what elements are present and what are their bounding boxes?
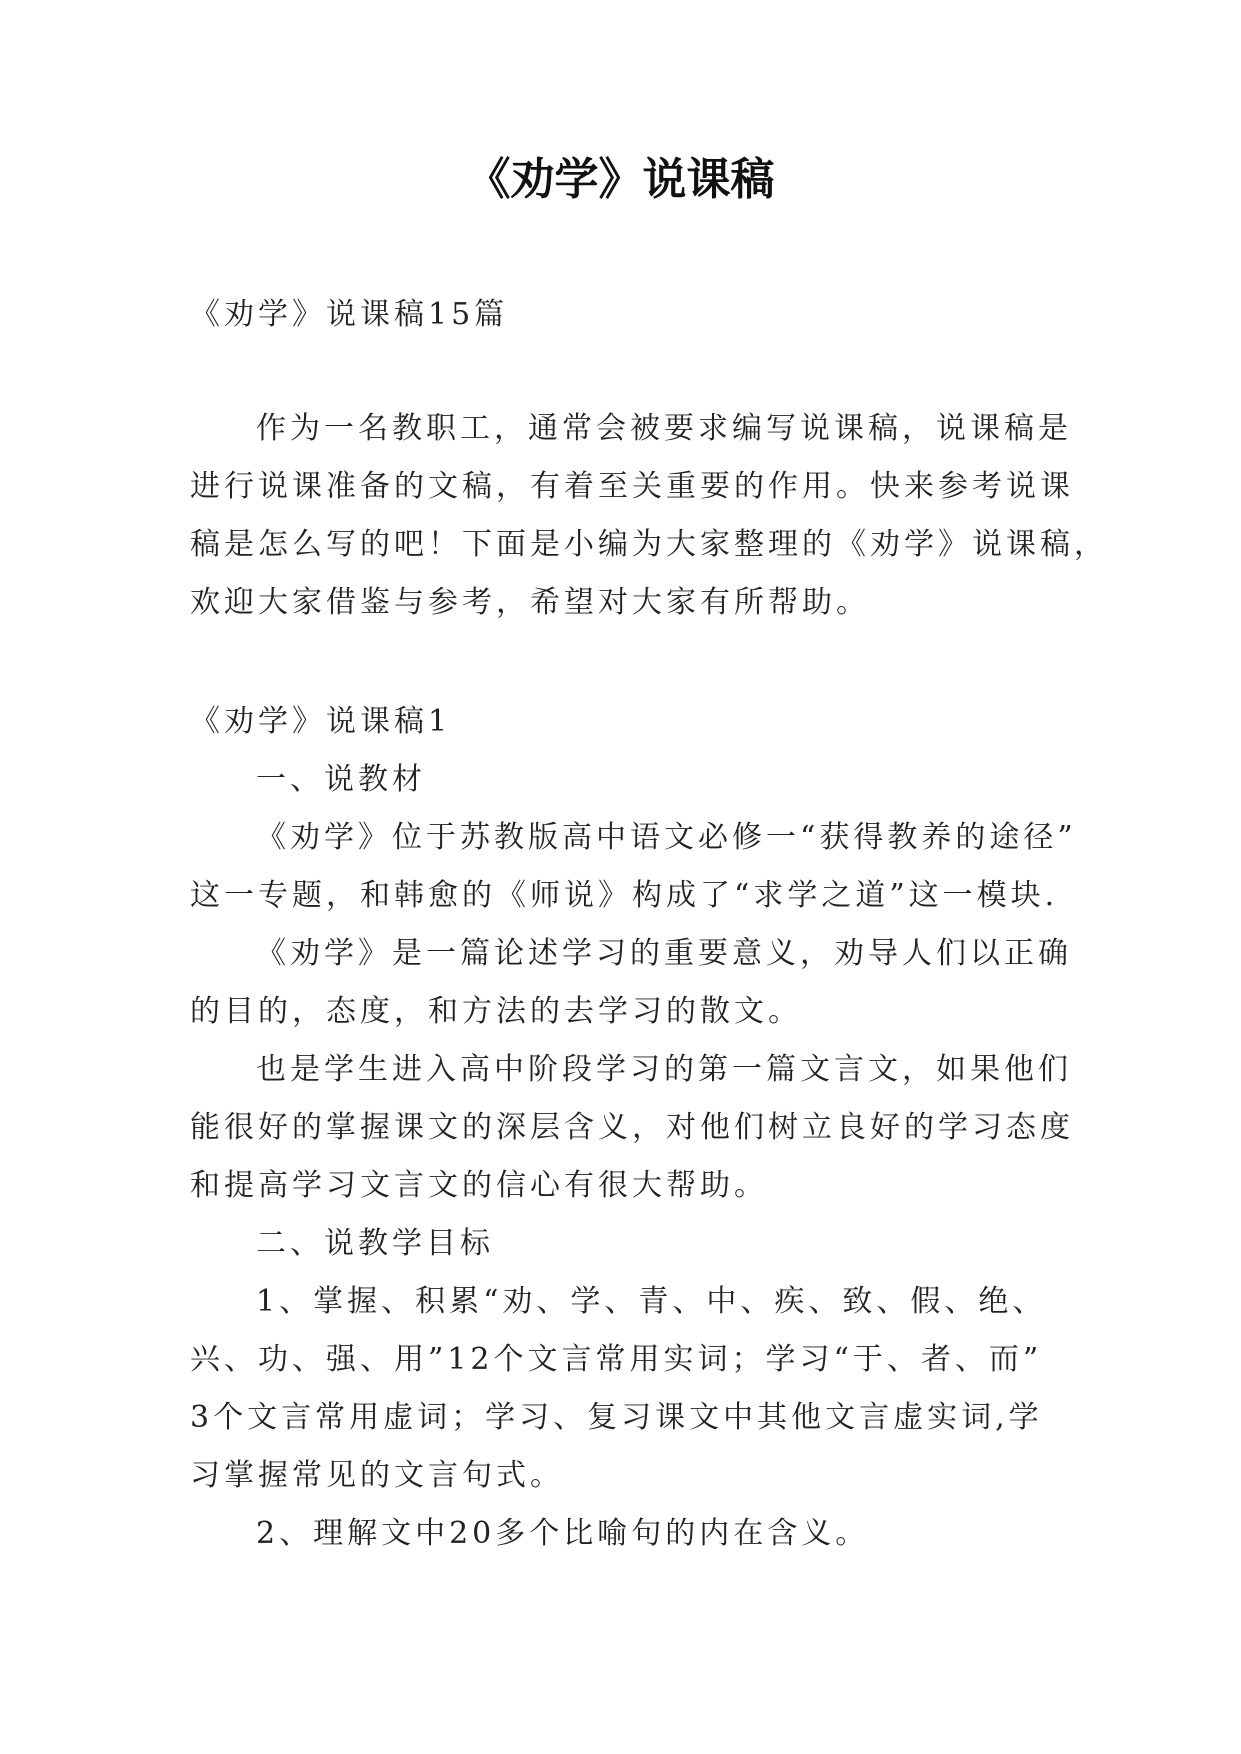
paragraph-line: 也是学生进入高中阶段学习的第一篇文言文，如果他们 [256,1052,1072,1087]
subsection-heading: 一、说教材 [256,762,426,797]
paragraph-line: 3个文言常用虚词；学习、复习课文中其他文言虚实词,学 [190,1400,1043,1435]
paragraph-line: 欢迎大家借鉴与参考，希望对大家有所帮助。 [190,585,870,620]
document-title: 《劝学》说课稿 [466,154,775,205]
paragraph-line: 的目的，态度，和方法的去学习的散文。 [190,994,802,1029]
subsection-heading: 二、说教学目标 [256,1226,494,1261]
paragraph-line: 这一专题，和韩愈的《师说》构成了“求学之道”这一模块. [190,878,1059,913]
paragraph-line: 习掌握常见的文言句式。 [190,1458,564,1493]
paragraph-line: 和提高学习文言文的信心有很大帮助。 [190,1168,768,1203]
subtitle-line: 《劝学》说课稿15篇 [190,297,509,332]
paragraph-line: 能很好的掌握课文的深层含义，对他们树立良好的学习态度 [190,1110,1074,1145]
section-heading: 《劝学》说课稿1 [190,704,452,739]
paragraph-line: 稿是怎么写的吧！下面是小编为大家整理的《劝学》说课稿， [190,527,1108,562]
paragraph-line: 作为一名教职工，通常会被要求编写说课稿，说课稿是 [256,411,1072,446]
paragraph-line: 1、掌握、积累“劝、学、青、中、疾、致、假、绝、 [256,1284,1047,1319]
paragraph-line: 《劝学》位于苏教版高中语文必修一“获得教养的途径” [256,820,1077,855]
paragraph-line: 进行说课准备的文稿，有着至关重要的作用。快来参考说课 [190,469,1074,504]
paragraph-line: 2、理解文中20多个比喻句的内在含义。 [256,1516,870,1551]
paragraph-line: 《劝学》是一篇论述学习的重要意义，劝导人们以正确 [256,936,1072,971]
paragraph-line: 兴、功、强、用”12个文言常用实词；学习“于、者、而” [190,1342,1043,1377]
